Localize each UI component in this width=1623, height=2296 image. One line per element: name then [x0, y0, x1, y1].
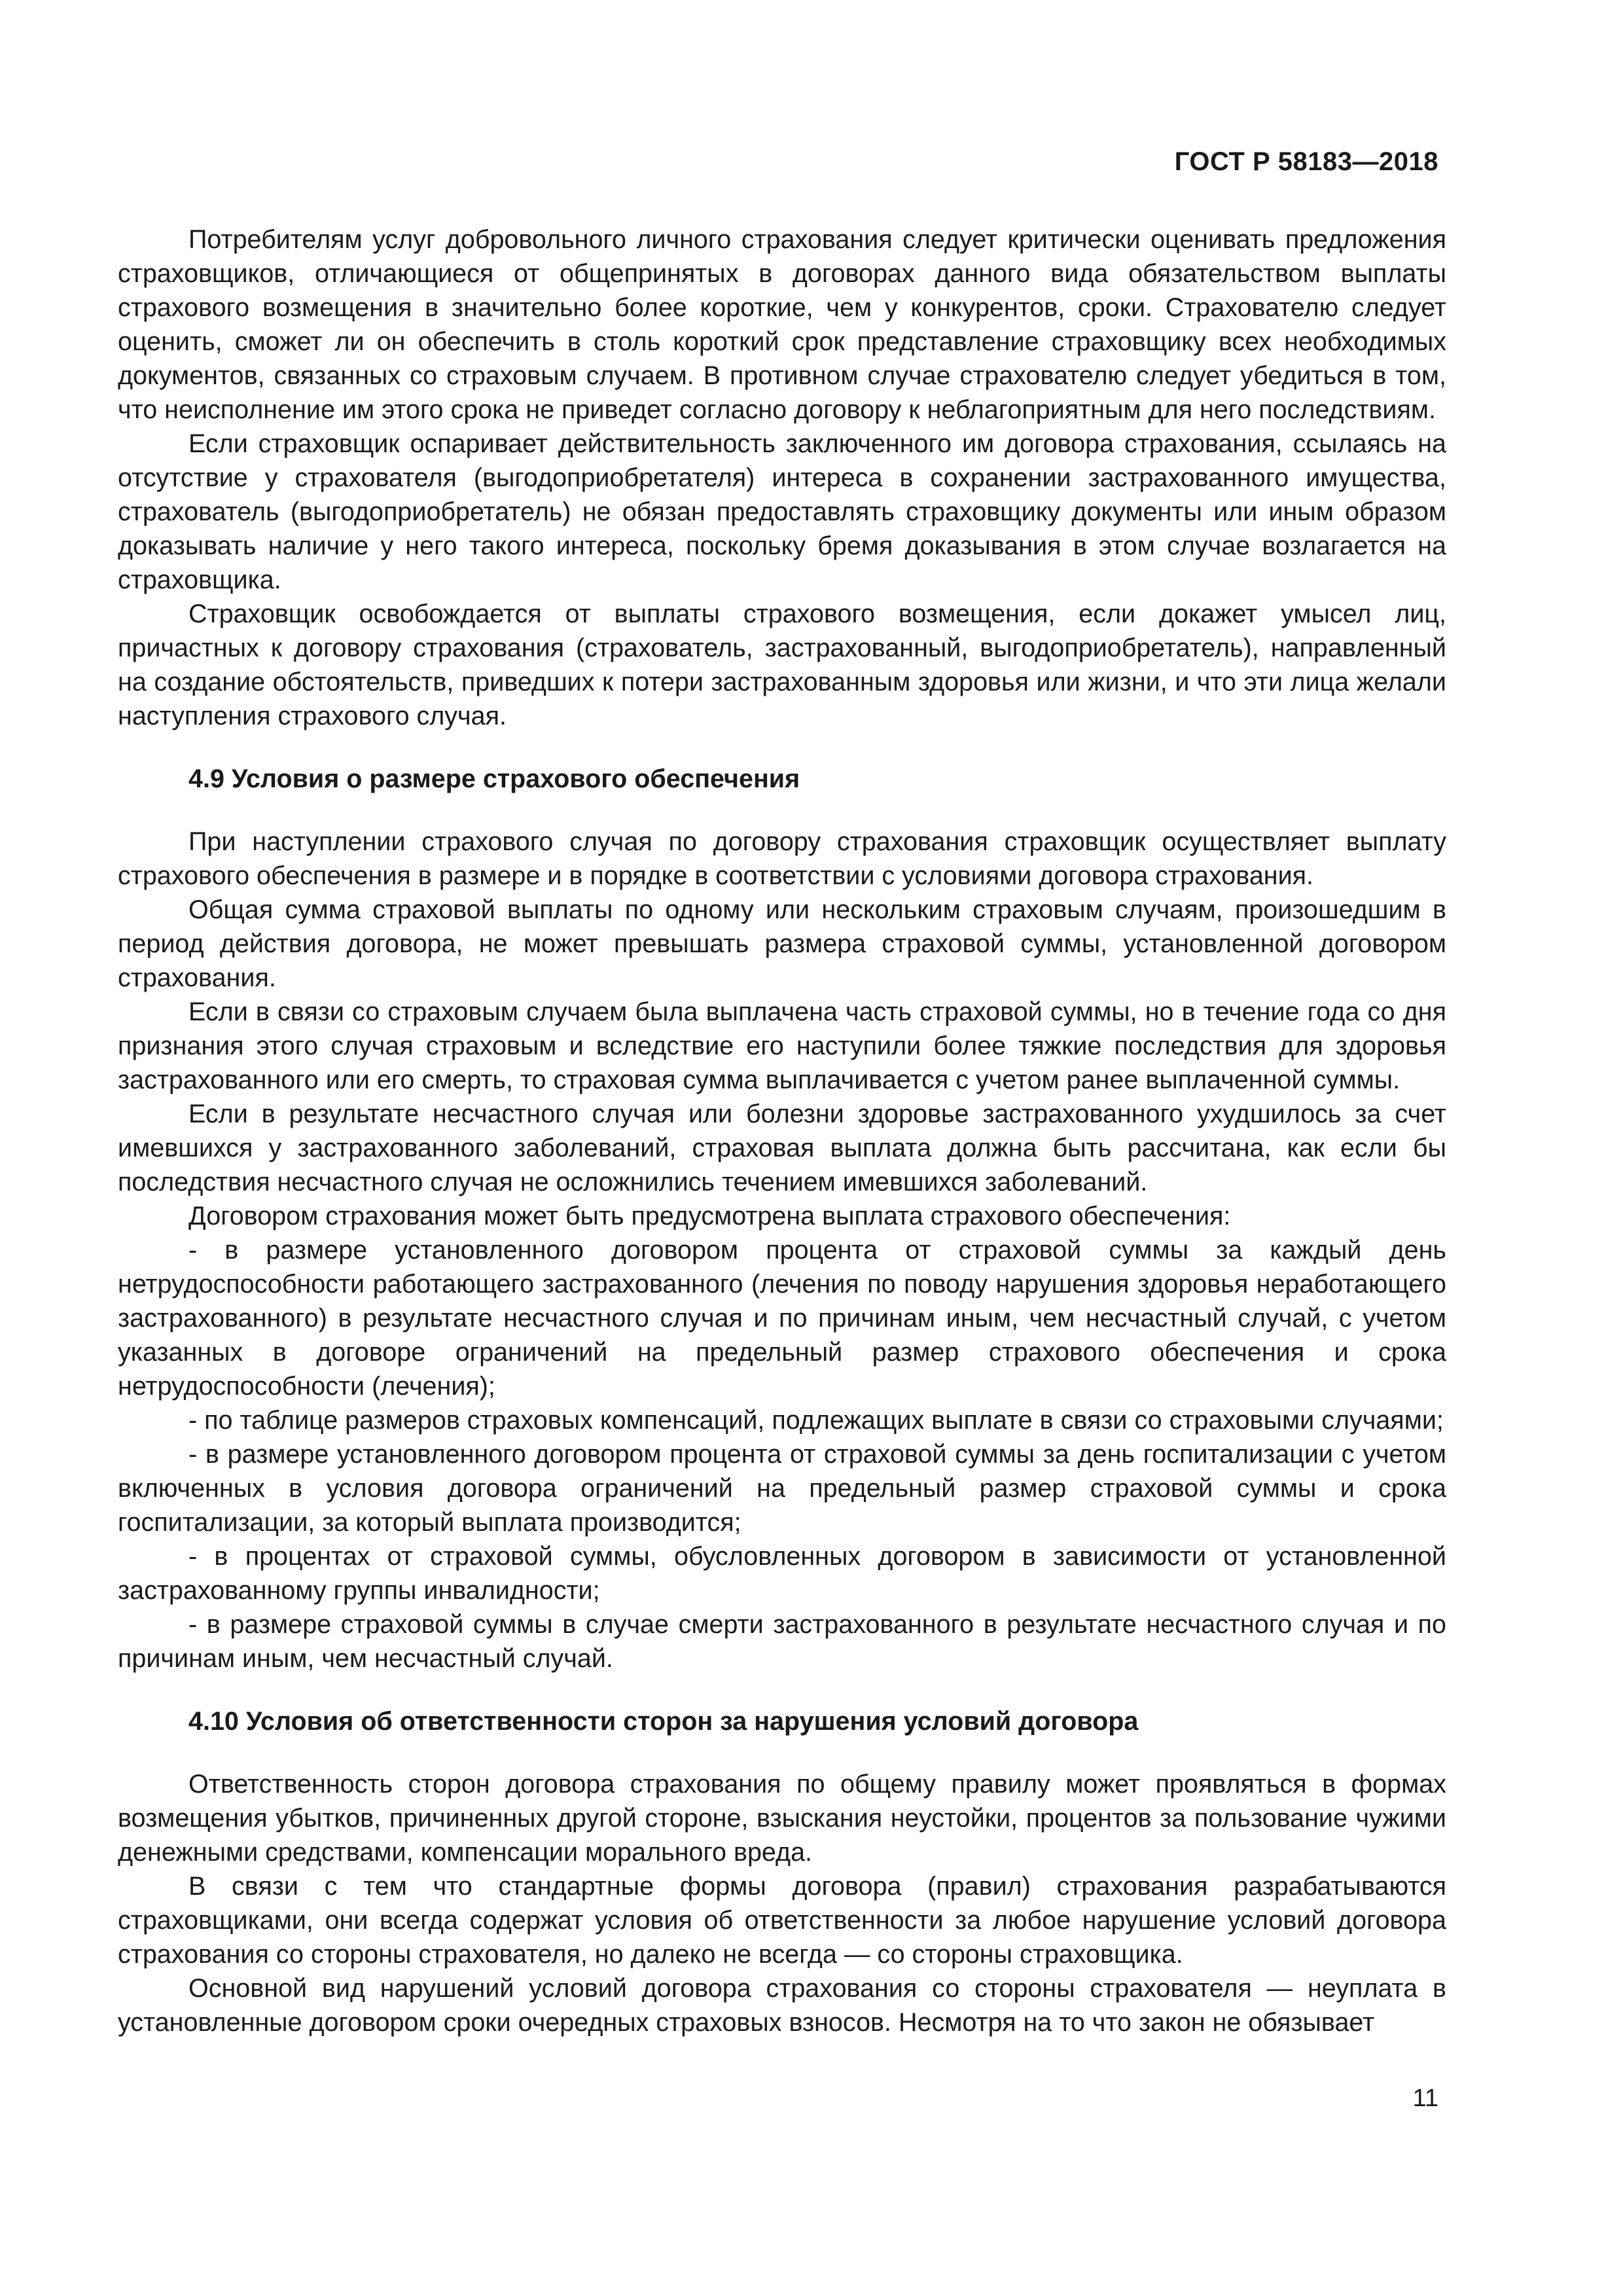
- page-number: 11: [1412, 2085, 1438, 2112]
- paragraph: Потребителям услуг добровольного личного страхования следует критически оценивать предложения страховщиков, отличающиеся от общепринятых в договорах данного вида обязательством выплаты страхового возмещения в значительно более короткие, чем у конкурентов, сроки. Страхователю следует оценить, сможет ли он обеспечить в столь короткий срок представление страховщику всех необходимых документов, связанных со страховым случаем. В противном случае страхователю следует убедиться в том, что неисполнение им этого срока не приведет согласно договору к неблагоприятным для него последствиям.: [118, 225, 1446, 424]
- paragraph: Общая сумма страховой выплаты по одному или нескольким страховым случаям, произошедшим в период действия договора, не может превышать размера страховой суммы, установленной договором страхования.: [118, 895, 1446, 992]
- list-item: - в размере установленного договором процента от страховой суммы за день госпитализации с учетом включенных в условия договора ограничений на предельный размер страховой суммы и срока госпитализации, за который выплата производится;: [118, 1440, 1446, 1537]
- paragraph: Если страховщик оспаривает действительность заключенного им договора страхования, ссылаясь на отсутствие у страхователя (выгодоприобретателя) интереса в сохранении застрахованного имущества, страхователь (выгодоприобретатель) не обязан предоставлять страховщику документы или иным образом доказывать наличие у него такого интереса, поскольку бремя доказывания в этом случае возлагается на страховщика.: [118, 429, 1446, 594]
- paragraph: Основной вид нарушений условий договора страхования со стороны страхователя — неуплата в установленные договором сроки очередных страховых взносов. Несмотря на то что закон не обязывает: [118, 1974, 1446, 2037]
- section-heading-4-10: 4.10 Условия об ответственности сторон за нарушения условий договора: [188, 1707, 1139, 1736]
- list-item: - по таблице размеров страховых компенсаций, подлежащих выплате в связи со страховыми случаями;: [188, 1406, 1444, 1435]
- list-item: - в процентах от страховой суммы, обусловленных договором в зависимости от установленной застрахованному группы инвалидности;: [118, 1542, 1446, 1605]
- section-heading-4-9: 4.9 Условия о размере страхового обеспечения: [188, 764, 800, 793]
- paragraph: Договором страхования может быть предусмотрена выплата страхового обеспечения:: [188, 1202, 1231, 1230]
- list-item: - в размере страховой суммы в случае смерти застрахованного в результате несчастного случая и по причинам иным, чем несчастный случай.: [118, 1610, 1446, 1673]
- paragraph: Если в связи со страховым случаем была выплачена часть страховой суммы, но в течение года со дня признания этого случая страховым и вследствие его наступили более тяжкие последствия для здоровья застрахованного или его смерть, то страховая сумма выплачивается с учетом ранее выплаченной суммы.: [118, 997, 1446, 1094]
- paragraph: Если в результате несчастного случая или болезни здоровье застрахованного ухудшилось за счет имевшихся у застрахованного заболеваний, страховая выплата должна быть рассчитана, как если бы последствия несчастного случая не осложнились течением имевшихся заболеваний.: [118, 1100, 1446, 1196]
- document-code-header: ГОСТ Р 58183—2018: [1174, 147, 1438, 176]
- paragraph: Страховщик освобождается от выплаты страхового возмещения, если докажет умысел лиц, причастных к договору страхования (страхователь, застрахованный, выгодоприобретатель), направленный на создание обстоятельств, приведших к потери застрахованным здоровья или жизни, и что эти лица желали наступления страхового случая.: [118, 600, 1446, 730]
- paragraph: При наступлении страхового случая по договору страхования страховщик осуществляет выплату страхового обеспечения в размере и в порядке в соответствии с условиями договора страхования.: [118, 827, 1446, 890]
- paragraph: Ответственность сторон договора страхования по общему правилу может проявляться в формах возмещения убытков, причиненных другой стороне, взыскания неустойки, процентов за пользование чужими денежными средствами, компенсации морального вреда.: [118, 1770, 1446, 1867]
- page-content: [118, 223, 1446, 2039]
- paragraph: В связи с тем что стандартные формы договора (правил) страхования разрабатываются страховщиками, они всегда содержат условия об ответственности за любое нарушение условий договора страхования со стороны страхователя, но далеко не всегда — со стороны страховщика.: [118, 1872, 1446, 1969]
- list-item: - в размере установленного договором процента от страховой суммы за каждый день нетрудоспособности работающего застрахованного (лечения по поводу нарушения здоровья неработающего застрахованного) в результате несчастного случая и по причинам иным, чем несчастный случай, с учетом указанных в договоре ограничений на предельный размер страхового обеспечения и срока нетрудоспособности (лечения);: [118, 1236, 1446, 1401]
